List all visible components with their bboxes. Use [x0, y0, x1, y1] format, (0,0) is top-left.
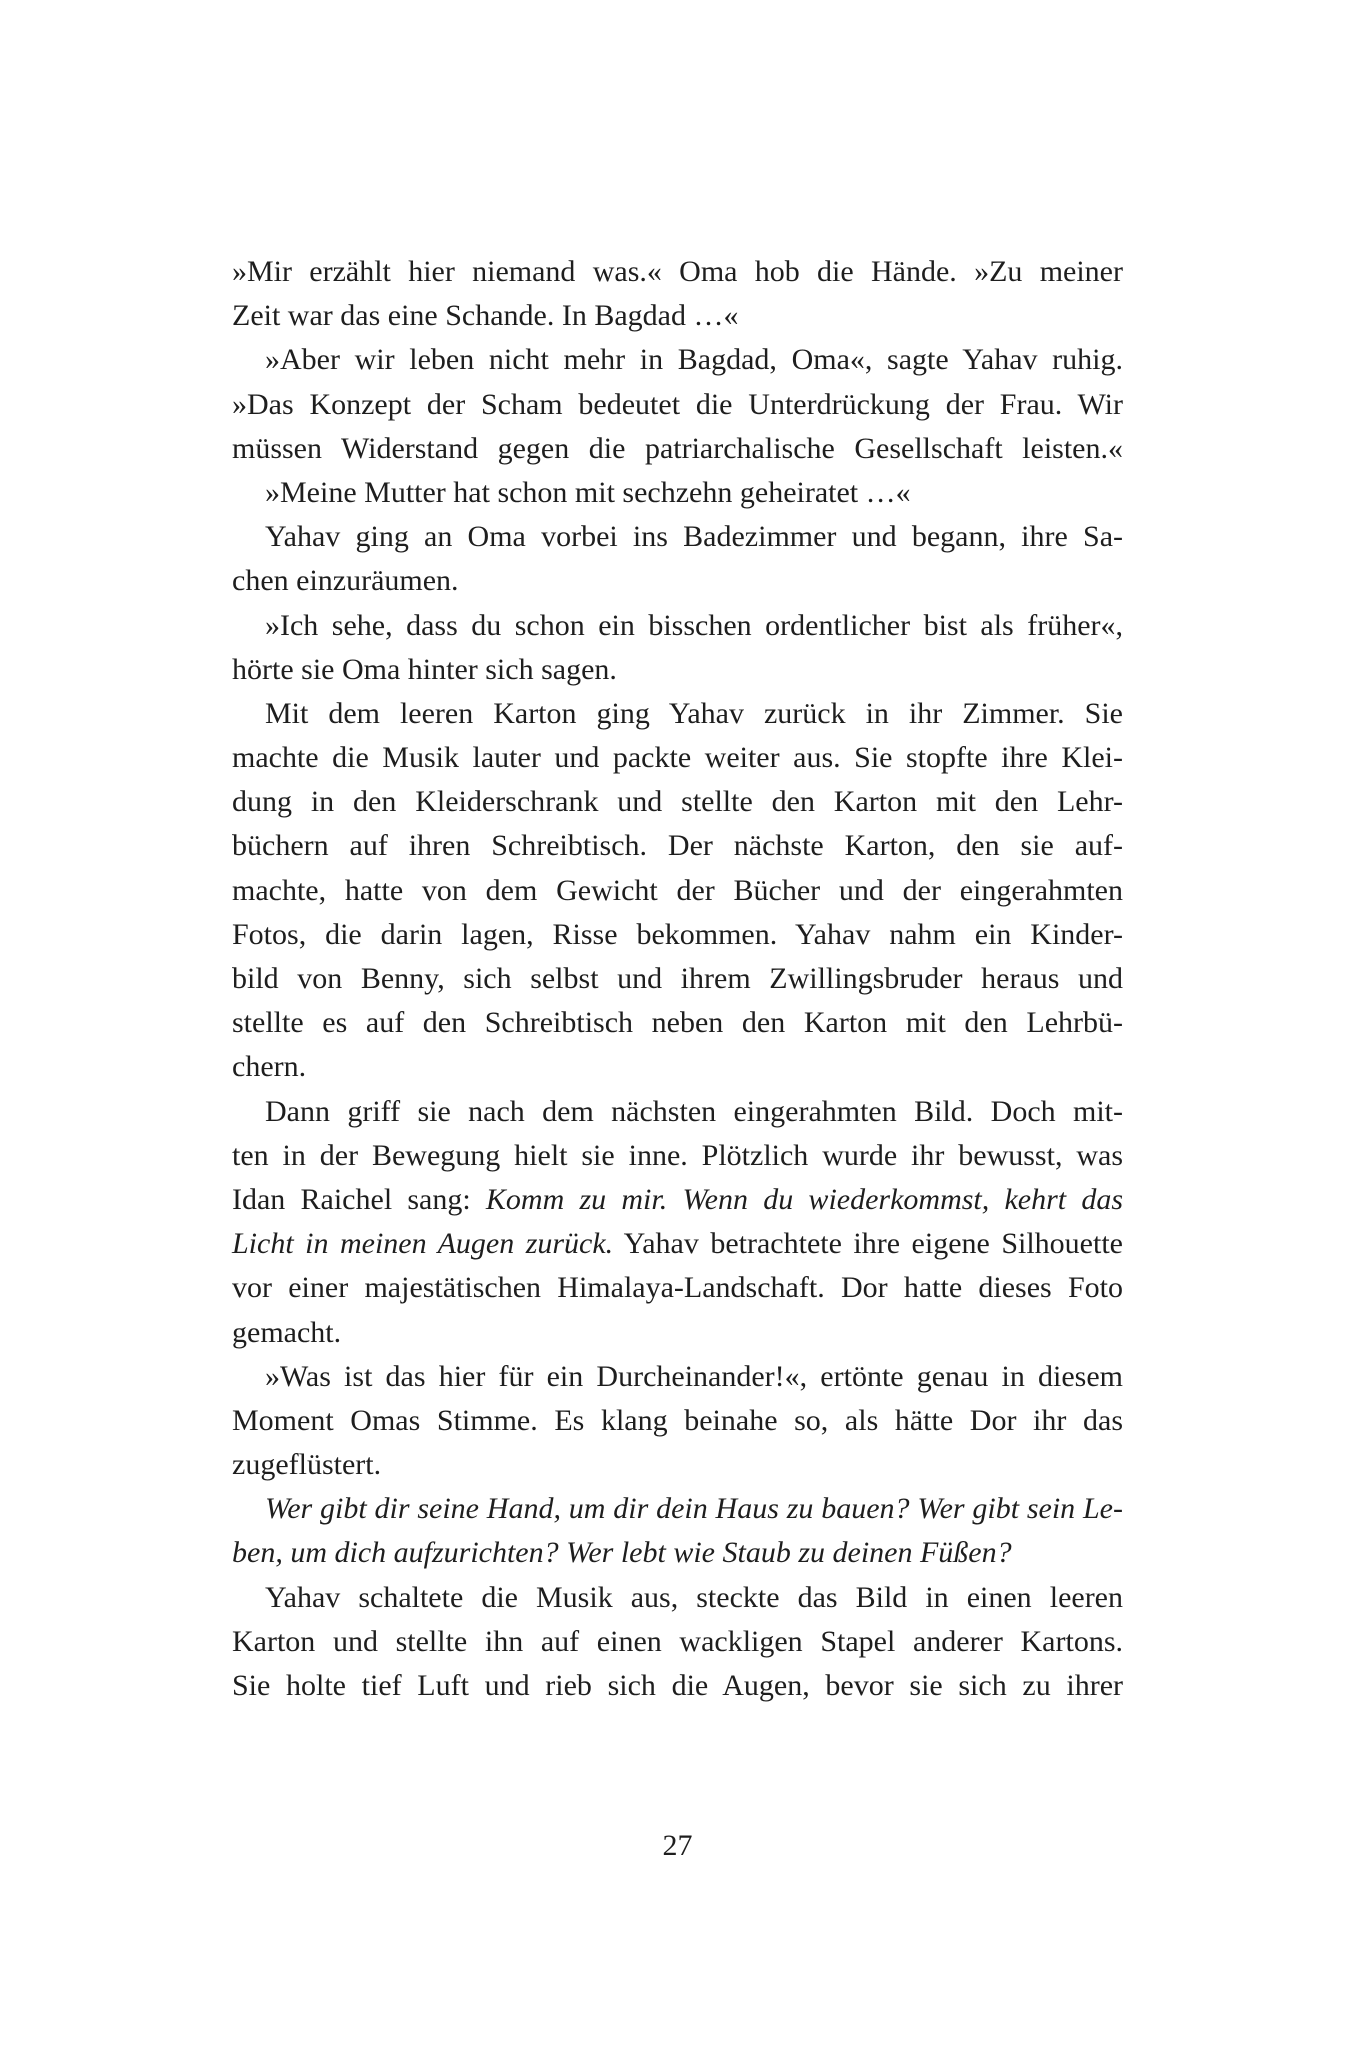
text-line [232, 604, 1123, 648]
text-line [232, 1664, 1123, 1708]
text-segment: müssen Widerstand gegen die patriarchalische Gesellschaft leisten.« [232, 431, 1123, 465]
song-lyric-segment: Wer gibt dir seine Hand, um dir dein Haus zu bauen? Wer gibt sein Le- [265, 1492, 1123, 1526]
text-line [232, 294, 1123, 338]
text-line [232, 648, 1123, 692]
text-segment: machte, hatte von dem Gewicht der Bücher und der eingerahmten [232, 873, 1123, 907]
text-segment: Idan Raichel sang: [232, 1182, 486, 1216]
text-segment: bild von Benny, sich selbst und ihrem Zwillingsbruder heraus und [232, 962, 1123, 995]
text-line [232, 1090, 1123, 1134]
text-line [232, 913, 1123, 957]
text-line [232, 471, 1123, 515]
text-line [232, 338, 1123, 382]
text-segment: »Mir erzählt hier niemand was.« Oma hob die Hände. »Zu meiner [232, 255, 1123, 288]
body-text [232, 250, 1123, 1708]
text-line [232, 1399, 1123, 1443]
text-line [232, 780, 1123, 824]
text-segment: »Meine Mutter hat schon mit sechzehn geheiratet …« [265, 475, 911, 509]
text-segment: hörte sie Oma hinter sich sagen. [232, 652, 617, 686]
text-line [232, 1487, 1123, 1531]
text-segment: stellte es auf den Schreibtisch neben den Karton mit den Lehrbü- [232, 1006, 1123, 1040]
text-line [232, 1266, 1123, 1310]
text-line [232, 1045, 1123, 1089]
text-segment: »Das Konzept der Scham bedeutet die Unterdrückung der Frau. Wir [232, 387, 1123, 421]
text-line [232, 1620, 1123, 1664]
text-segment: chern. [232, 1050, 307, 1084]
text-segment: Moment Omas Stimme. Es klang beinahe so, als hätte Dor ihr das [232, 1403, 1123, 1437]
text-line [232, 1311, 1123, 1355]
text-line [232, 1178, 1123, 1222]
text-segment: Zeit war das eine Schande. In Bagdad …« [232, 299, 739, 333]
text-segment: machte die Musik lauter und packte weiter aus. Sie stopfte ihre Klei- [232, 741, 1123, 775]
text-segment: chen einzuräumen. [232, 564, 459, 598]
text-segment: »Aber wir leben nicht mehr in Bagdad, Oma«, sagte Yahav ruhig. [265, 343, 1123, 377]
song-lyric-segment: Komm zu mir. Wenn du wiederkommst, kehrt das [485, 1182, 1123, 1216]
text-segment: Yahav schaltete die Musik aus, steckte das Bild in einen leeren [265, 1580, 1123, 1614]
text-line [232, 559, 1123, 603]
text-segment: gemacht. [232, 1315, 342, 1349]
text-line [232, 692, 1123, 736]
text-segment: dung in den Kleiderschrank und stellte den Karton mit den Lehr- [232, 785, 1123, 819]
text-segment: »Ich sehe, dass du schon ein bisschen ordentlicher bist als früher«, [265, 608, 1123, 642]
text-segment: Dann griff sie nach dem nächsten eingerahmten Bild. Doch mit- [265, 1094, 1123, 1128]
song-lyric-segment: Licht in meinen Augen zurück. [232, 1227, 614, 1261]
text-line [232, 1355, 1123, 1399]
text-line [232, 427, 1123, 471]
text-line [232, 869, 1123, 913]
text-line [232, 1134, 1123, 1178]
text-line [232, 515, 1123, 559]
text-line [232, 1443, 1123, 1487]
text-line [232, 1531, 1123, 1575]
page-number: 27 [662, 1829, 693, 1862]
text-segment: Karton und stellte ihn auf einen wackligen Stapel anderer Kartons. [232, 1624, 1123, 1658]
text-line [232, 1222, 1123, 1266]
text-line [232, 1001, 1123, 1045]
text-line [232, 957, 1123, 1001]
text-segment: büchern auf ihren Schreibtisch. Der nächste Karton, den sie auf- [232, 829, 1123, 863]
text-segment: Yahav ging an Oma vorbei ins Badezimmer und begann, ihre Sa- [265, 520, 1123, 554]
text-segment: Yahav betrachtete ihre eigene Silhouette [613, 1227, 1123, 1261]
text-segment: vor einer majestätischen Himalaya-Landschaft. Dor hatte dieses Foto [232, 1271, 1123, 1305]
text-segment: zugeflüstert. [232, 1448, 382, 1482]
song-lyric-segment: ben, um dich aufzurichten? Wer lebt wie Staub zu deinen Füßen? [232, 1536, 1012, 1570]
text-line [232, 383, 1123, 427]
text-segment: »Was ist das hier für ein Durcheinander!«, ertönte genau in diesem [265, 1359, 1123, 1393]
text-line [232, 824, 1123, 868]
text-segment: ten in der Bewegung hielt sie inne. Plötzlich wurde ihr bewusst, was [232, 1138, 1123, 1172]
text-segment: Fotos, die darin lagen, Risse bekommen. Yahav nahm ein Kinder- [232, 917, 1123, 951]
text-line [232, 736, 1123, 780]
text-segment: Mit dem leeren Karton ging Yahav zurück in ihr Zimmer. Sie [265, 696, 1123, 730]
text-line [232, 1576, 1123, 1620]
text-segment: Sie holte tief Luft und rieb sich die Augen, bevor sie sich zu ihrer [232, 1669, 1123, 1702]
text-line [232, 250, 1123, 294]
